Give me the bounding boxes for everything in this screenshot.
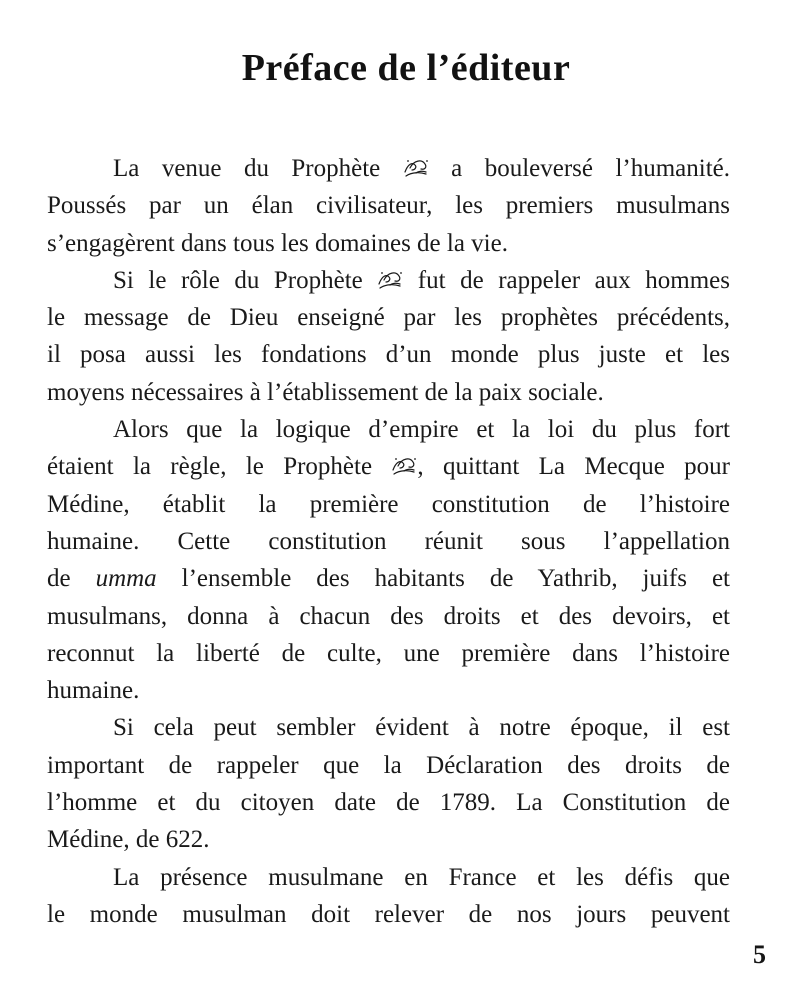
- text-line: [47, 486, 730, 523]
- text-line: [47, 896, 730, 933]
- text-line: [47, 225, 730, 262]
- body-text: [47, 150, 730, 933]
- text-line: [47, 784, 730, 821]
- text-run: Alors que la logique d’empire et la loi du plus fort: [113, 416, 730, 444]
- page-title: Préface de l’éditeur: [241, 47, 571, 89]
- text-line: [47, 523, 730, 560]
- pbuh-calligraphy-icon: [403, 157, 429, 179]
- text-line: [47, 598, 730, 635]
- text-run: de: [47, 565, 96, 593]
- text-run: La présence musulmane en France et les défis que: [113, 863, 730, 891]
- text-run: , quittant La Mecque pour: [417, 453, 731, 481]
- text-line: [47, 411, 730, 448]
- text-line: [47, 859, 730, 896]
- text-run: il posa aussi les fondations d’un monde plus juste et les: [47, 341, 730, 369]
- text-line: [47, 747, 730, 784]
- text-line: [47, 448, 730, 485]
- text-run: a bouleversé l’humanité.: [428, 155, 730, 182]
- text-line: [47, 187, 730, 224]
- text-line: [47, 709, 730, 746]
- text-run: humaine.: [47, 677, 140, 705]
- text-run: Si le rôle du Prophète: [113, 266, 378, 294]
- text-run: étaient la règle, le Prophète: [47, 453, 392, 481]
- text-line: [47, 150, 730, 187]
- text-line: [47, 374, 730, 411]
- text-run: l’ensemble des habitants de Yathrib, juifs et: [156, 565, 730, 593]
- text-line: [47, 635, 730, 672]
- text-run: fut de rappeler aux hommes: [403, 266, 730, 294]
- text-run: le monde musulman doit relever de nos jours peuvent: [47, 900, 730, 928]
- text-run: l’homme et du citoyen date de 1789. La Constitution de: [47, 789, 730, 817]
- text-run: Si cela peut sembler évident à notre époque, il est: [113, 714, 730, 742]
- page-number: 5: [753, 940, 766, 969]
- pbuh-calligraphy-icon: [377, 269, 403, 291]
- text-run: Poussés par un élan civilisateur, les premiers musulmans: [47, 192, 730, 220]
- text-line: [47, 262, 730, 299]
- text-run: Médine, établit la première constitution de l’histoire: [47, 490, 730, 518]
- text-run: La venue du Prophète: [113, 155, 403, 182]
- text-run: Médine, de 622.: [47, 826, 210, 854]
- text-run: moyens nécessaires à l’établissement de la paix sociale.: [47, 378, 604, 406]
- text-run: reconnut la liberté de culte, une première dans l’histoire: [47, 639, 730, 667]
- text-line: [47, 336, 730, 373]
- text-run: musulmans, donna à chacun des droits et des devoirs, et: [47, 602, 730, 630]
- text-run: humaine. Cette constitution réunit sous l’appellation: [47, 527, 730, 555]
- italic-text: umma: [95, 565, 157, 593]
- text-run: important de rappeler que la Déclaration des droits de: [47, 751, 730, 779]
- text-line: [47, 821, 730, 858]
- text-line: [47, 560, 730, 597]
- text-run: le message de Dieu enseigné par les prophètes précédents,: [47, 304, 730, 332]
- pbuh-calligraphy-icon: [391, 455, 417, 477]
- text-line: [47, 299, 730, 336]
- text-line: [47, 672, 730, 709]
- text-run: s’engagèrent dans tous les domaines de la vie.: [47, 229, 508, 257]
